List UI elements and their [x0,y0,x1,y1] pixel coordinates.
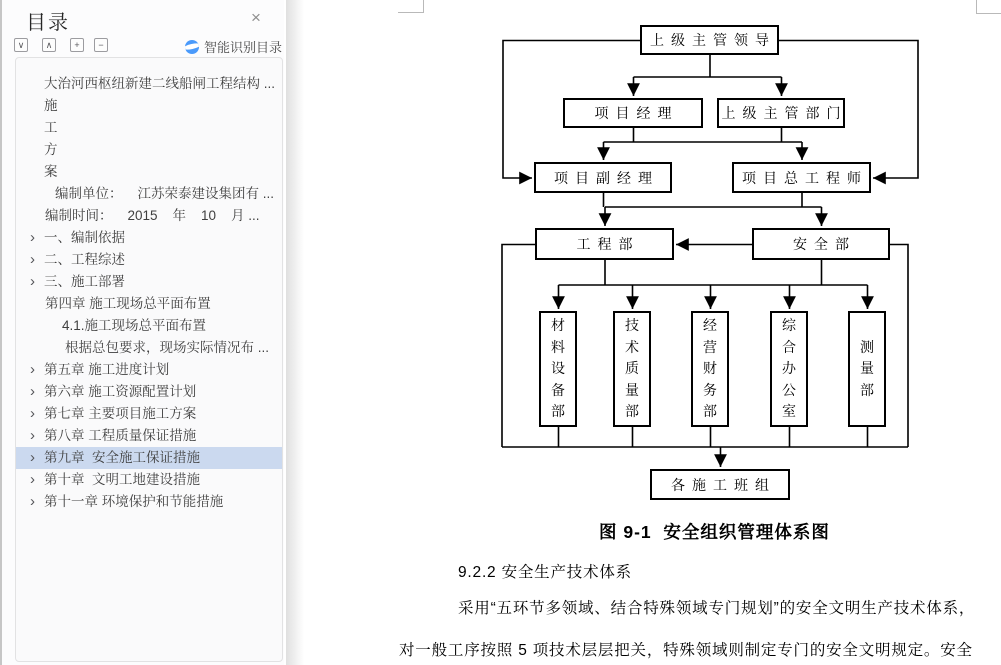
close-icon[interactable]: × [251,8,261,27]
toc-toolbar [2,36,286,56]
toc-item-ch5[interactable]: › 第五章 施工进度计划 [30,361,170,378]
toc-item[interactable]: 施 [44,98,58,113]
figure-caption: 图 9-1 安全组织管理体系图 [599,522,830,542]
org-node-admin-office: 综合办公室 [770,311,808,427]
chevron-right-icon[interactable]: › [30,361,35,378]
toc-item-ch11[interactable]: › 第十一章 环境保护和节能措施 [30,493,224,510]
toc-item-ch6[interactable]: › 第六章 施工资源配置计划 [30,383,197,400]
org-node-safety-dept: 安全部 [752,228,890,260]
org-node-superior-leader: 上级主管领导 [640,25,779,55]
smart-toc-button[interactable] [185,37,282,56]
toc-item-ch8[interactable]: › 第八章 工程质量保证措施 [30,427,197,444]
org-node-deputy-project-manager: 项目副经理 [534,162,672,193]
expand-all-button[interactable]: + [70,38,84,52]
org-node-material-equipment-dept: 材料设备部 [539,311,577,427]
smart-toc-label: 智能识别目录 [203,40,282,55]
org-node-chief-engineer: 项目总工程师 [732,162,871,193]
toc-item[interactable]: 方 [44,142,58,157]
collapse-all-button[interactable]: − [94,38,108,52]
org-node-finance-dept: 经营财务部 [691,311,729,427]
org-node-project-manager: 项目经理 [563,98,703,128]
toc-item-ch10[interactable]: › 第十章 文明工地建设措施 [30,471,201,488]
org-node-tech-quality-dept: 技术质量部 [613,311,651,427]
org-node-construction-teams: 各施工班组 [650,469,790,500]
org-node-survey-dept: 测量部 [848,311,886,427]
org-node-engineering-dept: 工程部 [535,228,674,260]
jump-up-button[interactable]: ∧ [42,38,56,52]
org-node-superior-department: 上级主管部门 [717,98,845,128]
document-page[interactable] [304,0,1001,665]
jump-down-button[interactable]: ∨ [14,38,28,52]
toc-item[interactable]: 工 [44,120,58,135]
toc-item-ch2[interactable]: › 二、工程综述 [30,251,125,268]
toc-item-ch4[interactable]: 第四章 施工现场总平面布置 [45,296,211,311]
toc-item-author[interactable]: 编制单位： 江苏荣泰建设集团有 ... [55,186,275,201]
toc-card [15,57,283,662]
toc-item-ch9-selected[interactable]: › 第九章 安全施工保证措施 [16,447,282,469]
chevron-right-icon[interactable]: › [30,449,35,466]
sidebar-shadow [286,0,304,665]
paragraph-line: 对一般工序按照 5 项技术层层把关，特殊领域则制定专门的安全文明规定。安全 [399,642,973,659]
chevron-right-icon[interactable]: › [30,427,35,444]
sidebar-title: 目录 [26,12,70,34]
toc-item-ch7[interactable]: › 第七章 主要项目施工方案 [30,405,197,422]
toc-sidebar [0,0,284,665]
toc-list [16,73,282,513]
chevron-right-icon[interactable]: › [30,273,35,290]
paragraph-line: 采用“五环节多领域、结合特殊领域专门规划”的安全文明生产技术体系， [458,600,976,617]
toc-item-ch1[interactable]: › 一、编制依据 [30,229,125,246]
chevron-right-icon[interactable]: › [30,251,35,268]
chevron-right-icon[interactable]: › [30,383,35,400]
toc-item-date[interactable]: 编制时间： 2015 年 10 月 ... [45,208,260,223]
section-heading: 9.2.2 安全生产技术体系 [458,564,632,581]
toc-item-ch4-1[interactable]: 4.1.施工现场总平面布置 [62,318,207,333]
toc-item-ch3[interactable]: › 三、施工部署 [30,273,125,290]
chevron-right-icon[interactable]: › [30,493,35,510]
toc-item[interactable]: 案 [44,164,58,179]
chevron-right-icon[interactable]: › [30,229,35,246]
ai-sphere-icon [185,40,199,54]
toc-item-document-title[interactable]: 大治河西枢纽新建二线船闸工程结构 ... [44,76,276,91]
toc-item-ch4-body[interactable]: 根据总包要求，现场实际情况布 ... [65,340,270,355]
chevron-right-icon[interactable]: › [30,471,35,488]
chevron-right-icon[interactable]: › [30,405,35,422]
